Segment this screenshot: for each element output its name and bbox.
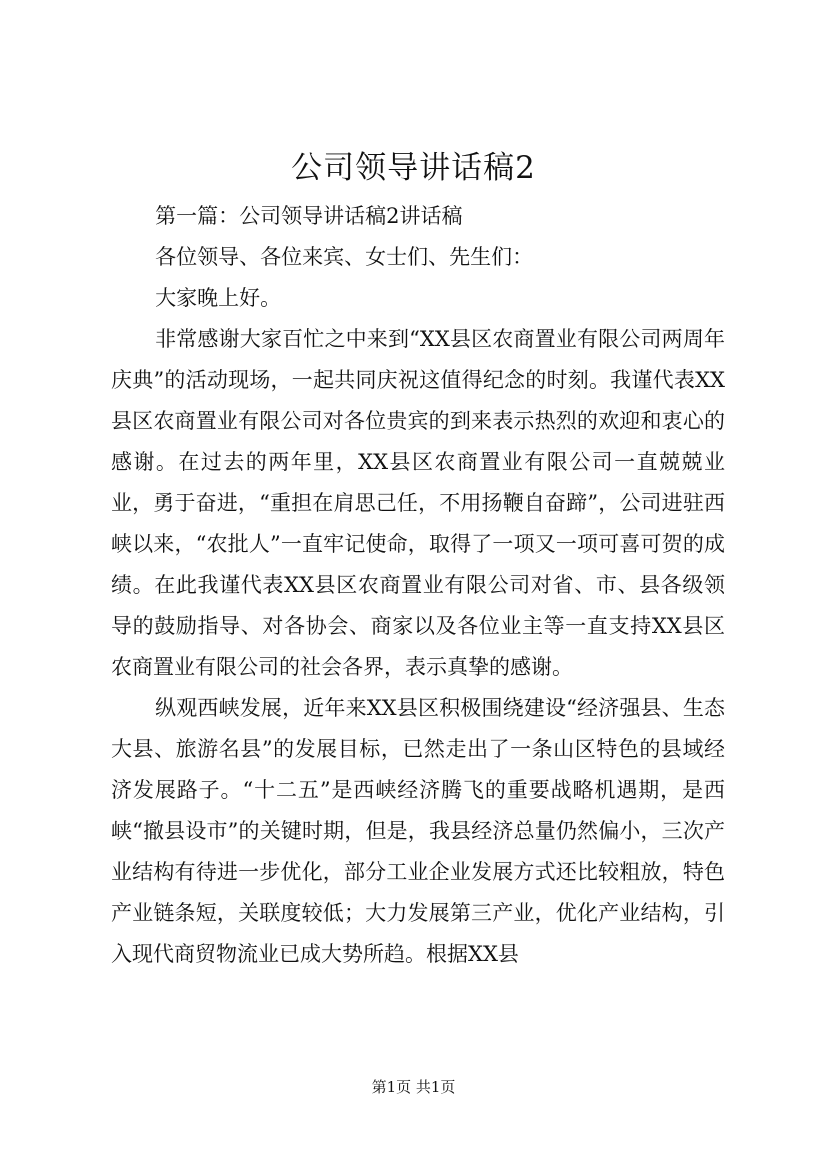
paragraph-thanks: 非常感谢大家百忙之中来到“XX县区农商置业有限公司两周年庆典”的活动现场，一起共同庆祝这值得纪念的时刻。我谨代表XX县区农商置业有限公司对各位贵宾的到来表示热烈的欢迎和衷心的感谢。在过去的两年里，XX县区农商置业有限公司一直兢兢业业，勇于奋进，“重担在肩思己任，不用扬鞭自奋蹄”，公司进驻西峡以来，“农批人”一直牢记使命，取得了一项又一项可喜可贺的成绩。在此我谨代表XX县区农商置业有限公司对省、市、县各级领导的鼓励指导、对各协会、商家以及各位业主等一直支持XX县区农商置业有限公司的社会各界，表示真挚的感谢。 <box>111 327 725 679</box>
paragraph-development: 纵观西峡发展，近年来XX县区积极围绕建设“经济强县、生态大县、旅游名县”的发展目标，已然走出了一条山区特色的县域经济发展路子。“十二五”是西峡经济腾飞的重要战略机遇期，是西峡“撤县设市”的关键时期，但是，我县经济总量仍然偏小，三次产业结构有待进一步优化，部分工业企业发展方式还比较粗放，特色产业链条短，关联度较低；大力发展第三产业，优化产业结构，引入现代商贸物流业已成大势所趋。根据XX县 <box>111 696 725 966</box>
page-footer: 第1页 共1页 <box>371 1078 456 1096</box>
document-title: 公司领导讲话稿2 <box>291 150 536 186</box>
greeting: 大家晚上好。 <box>155 286 282 310</box>
document-body <box>111 196 725 975</box>
salutation: 各位领导、各位来宾、女士们、先生们： <box>155 245 534 269</box>
section-heading: 第一篇：公司领导讲话稿2讲话稿 <box>155 204 463 228</box>
